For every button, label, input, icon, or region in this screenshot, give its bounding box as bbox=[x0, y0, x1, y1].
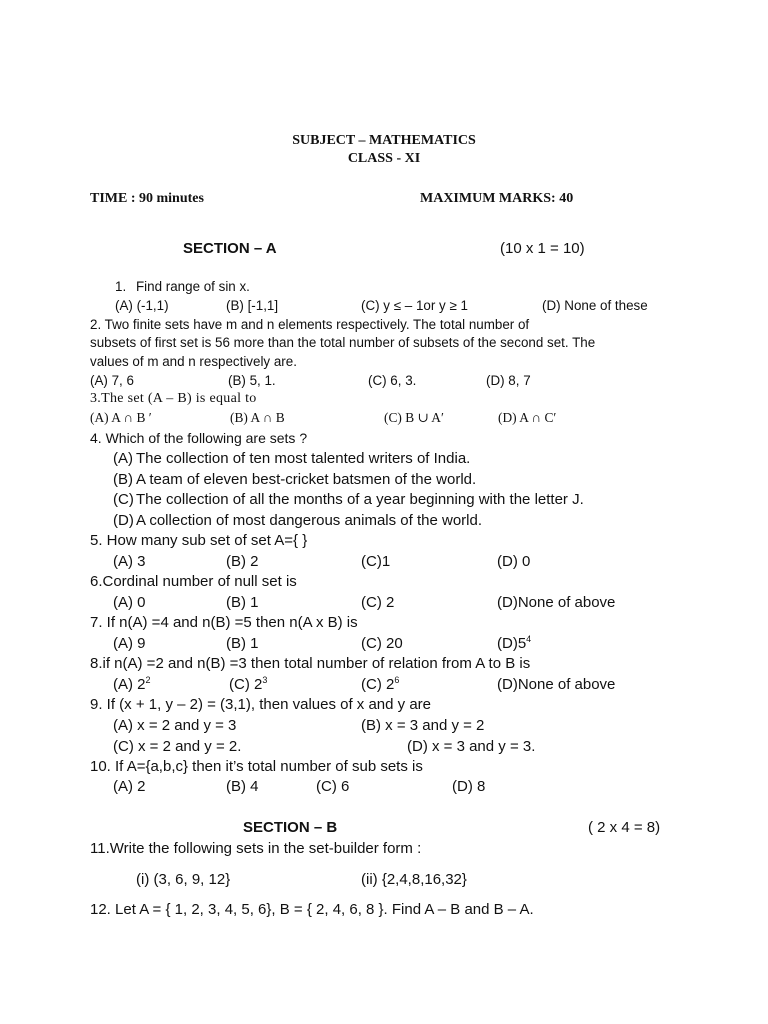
q1-option-d: (D) None of these bbox=[542, 298, 648, 313]
q5-text: 5. How many sub set of set A={ } bbox=[90, 532, 308, 549]
section-a-title: SECTION – A bbox=[183, 240, 277, 257]
q10-option-a: (A) 2 bbox=[113, 778, 146, 795]
q5-option-c: (C)1 bbox=[361, 553, 391, 570]
q7-option-c: (C) 20 bbox=[361, 635, 403, 652]
section-a-marks: (10 x 1 = 10) bbox=[500, 240, 585, 257]
q8-option-a bbox=[113, 676, 151, 693]
q2-line-2: subsets of first set is 56 more than the total number of subsets of the second set. The bbox=[90, 335, 596, 350]
q8-option-b-exponent: 3 bbox=[262, 675, 268, 685]
q7-text: 7. If n(A) =4 and n(B) =5 then n(A x B) is bbox=[90, 614, 358, 631]
q7-option-b: (B) 1 bbox=[226, 635, 259, 652]
q9-option-d: (D) x = 3 and y = 3. bbox=[407, 738, 536, 755]
q12-text: 12. Let A = { 1, 2, 3, 4, 5, 6}, B = { 2, 4, 6, 8 }. Find A – B and B – A. bbox=[90, 901, 534, 918]
section-b-title: SECTION – B bbox=[243, 819, 338, 836]
q2-option-a: (A) 7, 6 bbox=[90, 373, 134, 388]
q10-option-c: (C) 6 bbox=[316, 778, 350, 795]
q10-option-d: (D) 8 bbox=[452, 778, 486, 795]
q11-option-i: (i) (3, 6, 9, 12} bbox=[136, 871, 231, 888]
q7-option-d-exponent: 4 bbox=[526, 634, 532, 644]
q4-option-a-text: The collection of ten most talented writers of India. bbox=[136, 450, 471, 467]
q3-option-c: (C) B ∪ A′ bbox=[384, 410, 444, 425]
q8-option-b bbox=[229, 676, 267, 693]
q10-text: 10. If A={a,b,c} then it’s total number of sub sets is bbox=[90, 758, 423, 775]
q4-option-d-text: A collection of most dangerous animals of the world. bbox=[136, 512, 483, 529]
q4-option-c-key: (C) bbox=[113, 491, 134, 508]
q3-option-a: (A) A ∩ B ′ bbox=[90, 410, 152, 425]
q3-text: 3.The set (A – B) is equal to bbox=[90, 391, 257, 406]
q5-option-a: (A) 3 bbox=[113, 553, 146, 570]
q5-option-d: (D) 0 bbox=[497, 553, 531, 570]
q8-option-c-exponent: 6 bbox=[394, 675, 400, 685]
q4-option-b-text: A team of eleven best-cricket batsmen of the world. bbox=[136, 471, 477, 488]
q11-option-ii: (ii) {2,4,8,16,32} bbox=[361, 871, 467, 888]
q3-option-d: (D) A ∩ C′ bbox=[498, 410, 557, 425]
q8-option-a-exponent: 2 bbox=[145, 675, 151, 685]
q2-line-1: 2. Two finite sets have m and n elements respectively. The total number of bbox=[90, 317, 530, 332]
q1-text: Find range of sin x. bbox=[136, 279, 250, 294]
q7-option-d bbox=[497, 635, 531, 652]
q2-line-3: values of m and n respectively are. bbox=[90, 354, 297, 369]
q1-number: 1. bbox=[115, 279, 127, 294]
q2-option-c: (C) 6, 3. bbox=[368, 373, 417, 388]
q4-option-b-key: (B) bbox=[113, 471, 133, 488]
q6-option-d: (D)None of above bbox=[497, 594, 616, 611]
q6-option-a: (A) 0 bbox=[113, 594, 146, 611]
q6-option-c: (C) 2 bbox=[361, 594, 395, 611]
section-b-marks: ( 2 x 4 = 8) bbox=[588, 819, 661, 836]
q9-option-b: (B) x = 3 and y = 2 bbox=[361, 717, 485, 734]
q4-option-c-text: The collection of all the months of a year beginning with the letter J. bbox=[136, 491, 584, 508]
q8-option-a-base: (A) 2 bbox=[113, 676, 146, 693]
max-marks-label: MAXIMUM MARKS: 40 bbox=[420, 191, 574, 206]
q1-option-b: (B) [-1,1] bbox=[226, 298, 279, 313]
q4-text: 4. Which of the following are sets ? bbox=[90, 430, 308, 446]
subject-title: SUBJECT – MATHEMATICS bbox=[292, 133, 476, 148]
q8-option-c bbox=[361, 676, 399, 693]
q4-option-d-key: (D) bbox=[113, 512, 134, 529]
q11-text: 11.Write the following sets in the set-builder form : bbox=[90, 840, 422, 857]
q2-option-b: (B) 5, 1. bbox=[228, 373, 276, 388]
q8-text: 8.if n(A) =2 and n(B) =3 then total number of relation from A to B is bbox=[90, 655, 531, 672]
q9-option-c: (C) x = 2 and y = 2. bbox=[113, 738, 242, 755]
q6-text: 6.Cordinal number of null set is bbox=[90, 573, 297, 590]
q10-option-b: (B) 4 bbox=[226, 778, 259, 795]
q8-option-b-base: (C) 2 bbox=[229, 676, 263, 693]
time-label: TIME : 90 minutes bbox=[90, 191, 204, 206]
q8-option-d: (D)None of above bbox=[497, 676, 616, 693]
q8-option-c-base: (C) 2 bbox=[361, 676, 395, 693]
q3-option-b: (B) A ∩ B bbox=[230, 410, 285, 425]
q1-option-a: (A) (-1,1) bbox=[115, 298, 169, 313]
q4-option-a-key: (A) bbox=[113, 450, 133, 467]
q9-text: 9. If (x + 1, y – 2) = (3,1), then values of x and y are bbox=[90, 696, 432, 713]
q1-option-c: (C) y ≤ – 1or y ≥ 1 bbox=[361, 298, 468, 313]
q5-option-b: (B) 2 bbox=[226, 553, 259, 570]
class-title: CLASS - XI bbox=[347, 151, 421, 166]
q7-option-a: (A) 9 bbox=[113, 635, 146, 652]
q9-option-a: (A) x = 2 and y = 3 bbox=[113, 717, 237, 734]
q7-option-d-base: (D)5 bbox=[497, 635, 527, 652]
q2-option-d: (D) 8, 7 bbox=[486, 373, 531, 388]
q6-option-b: (B) 1 bbox=[226, 594, 259, 611]
